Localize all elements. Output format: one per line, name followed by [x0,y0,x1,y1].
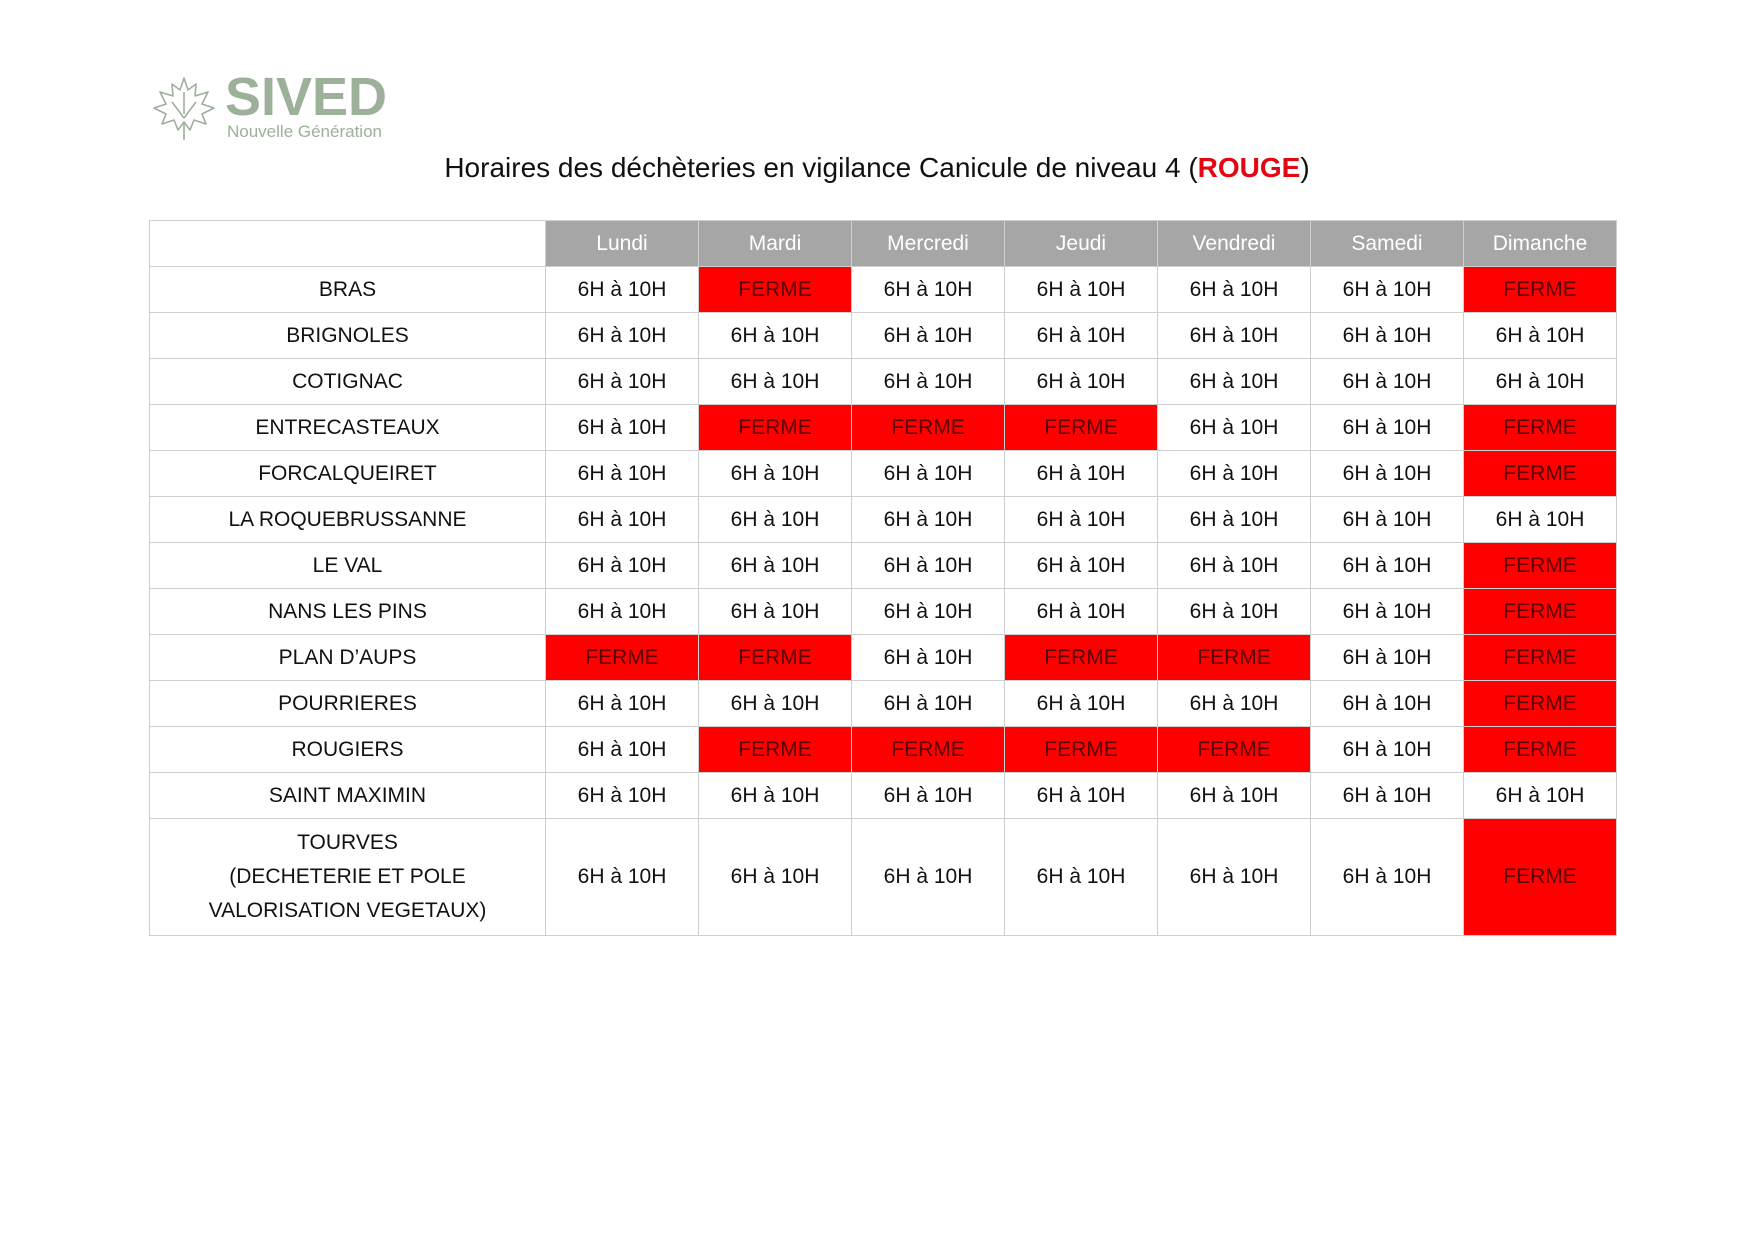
hours-cell: 6H à 10H [546,313,699,359]
hours-cell: 6H à 10H [1311,773,1464,819]
site-name-cell [150,359,546,405]
hours-cell: 6H à 10H [1311,313,1464,359]
hours-cell: 6H à 10H [1005,589,1158,635]
hours-cell: 6H à 10H [699,359,852,405]
hours-cell: 6H à 10H [699,681,852,727]
column-header-vendredi: Vendredi [1158,221,1311,267]
site-name-cell [150,313,546,359]
site-name-line: ENTRECASTEAUX [255,415,440,439]
hours-cell: 6H à 10H [852,359,1005,405]
hours-cell: 6H à 10H [852,497,1005,543]
hours-cell: 6H à 10H [1005,359,1158,405]
closed-cell: FERME [1464,589,1617,635]
column-header-jeudi: Jeudi [1005,221,1158,267]
hours-cell: 6H à 10H [546,405,699,451]
hours-cell: 6H à 10H [546,497,699,543]
hours-cell: 6H à 10H [852,451,1005,497]
hours-cell: 6H à 10H [1311,359,1464,405]
hours-cell: 6H à 10H [1158,451,1311,497]
hours-cell: 6H à 10H [1158,773,1311,819]
hours-cell: 6H à 10H [699,773,852,819]
closed-cell: FERME [1464,635,1617,681]
hours-cell: 6H à 10H [1005,497,1158,543]
hours-cell: 6H à 10H [1311,681,1464,727]
table-row [150,727,1617,773]
hours-cell: 6H à 10H [852,589,1005,635]
table-row [150,635,1617,681]
closed-cell: FERME [1464,727,1617,773]
site-name-cell [150,773,546,819]
site-name-line: (DECHETERIE ET POLE [229,865,466,888]
site-name-cell [150,635,546,681]
hours-cell: 6H à 10H [546,359,699,405]
site-name-line: TOURVES [297,831,398,854]
site-name-line: BRAS [318,277,377,301]
closed-cell: FERME [1158,635,1311,681]
site-name-line: FORCALQUEIRET [258,461,437,485]
table-row [150,359,1617,405]
hours-cell: 6H à 10H [1464,313,1617,359]
hours-cell: 6H à 10H [1311,635,1464,681]
site-name-cell [150,819,546,936]
closed-cell: FERME [1464,681,1617,727]
closed-cell: FERME [699,267,852,313]
site-name-line: SAINT MAXIMIN [268,783,427,807]
hours-cell: 6H à 10H [1158,497,1311,543]
table-row [150,681,1617,727]
site-name-line: COTIGNAC [292,369,403,393]
hours-cell: 6H à 10H [1158,405,1311,451]
site-name-cell [150,681,546,727]
page-title [0,150,1754,186]
table-row [150,543,1617,589]
table-header-corner [150,221,546,267]
hours-cell: 6H à 10H [1311,543,1464,589]
site-name-line: POURRIERES [278,691,417,715]
hours-cell: 6H à 10H [699,451,852,497]
site-name-cell [150,543,546,589]
table-row [150,589,1617,635]
logo-tagline: Nouvelle Génération [227,122,382,141]
hours-cell: 6H à 10H [1311,727,1464,773]
closed-cell: FERME [699,727,852,773]
title-prefix: Horaires des déchèteries en vigilance Canicule de niveau 4 ( [444,152,1198,183]
column-header-samedi: Samedi [1311,221,1464,267]
hours-cell: 6H à 10H [852,681,1005,727]
closed-cell: FERME [1005,405,1158,451]
closed-cell: FERME [1005,635,1158,681]
site-name-cell [150,405,546,451]
table-row [150,267,1617,313]
hours-cell: 6H à 10H [1311,497,1464,543]
hours-cell: 6H à 10H [699,589,852,635]
closed-cell: FERME [1464,451,1617,497]
logo-name: SIVED [225,67,388,127]
site-name-line: BRIGNOLES [286,323,409,347]
hours-cell: 6H à 10H [1464,497,1617,543]
hours-cell: 6H à 10H [1311,451,1464,497]
column-header-mercredi: Mercredi [852,221,1005,267]
hours-cell: 6H à 10H [1158,589,1311,635]
hours-cell: 6H à 10H [852,543,1005,589]
sived-logo [150,67,400,145]
hours-cell: 6H à 10H [1464,359,1617,405]
hours-cell: 6H à 10H [546,589,699,635]
site-name-cell [150,497,546,543]
table-body [150,267,1617,936]
site-name-cell [150,589,546,635]
hours-cell: 6H à 10H [546,819,699,936]
closed-cell: FERME [546,635,699,681]
hours-cell: 6H à 10H [1158,359,1311,405]
hours-cell: 6H à 10H [699,497,852,543]
closed-cell: FERME [1464,405,1617,451]
hours-cell: 6H à 10H [1005,773,1158,819]
closed-cell: FERME [852,727,1005,773]
hours-cell: 6H à 10H [546,681,699,727]
closed-cell: FERME [1464,543,1617,589]
hours-cell: 6H à 10H [699,313,852,359]
table-row [150,451,1617,497]
title-alert-level: ROUGE [1197,152,1301,183]
hours-cell: 6H à 10H [1005,543,1158,589]
hours-cell: 6H à 10H [1311,405,1464,451]
closed-cell: FERME [699,405,852,451]
hours-cell: 6H à 10H [1158,267,1311,313]
table-header-row [150,221,1617,267]
hours-cell: 6H à 10H [852,635,1005,681]
closed-cell: FERME [1464,267,1617,313]
closed-cell: FERME [699,635,852,681]
hours-cell: 6H à 10H [1311,267,1464,313]
table-row [150,313,1617,359]
hours-cell: 6H à 10H [1005,313,1158,359]
hours-cell: 6H à 10H [1158,819,1311,936]
site-name-line: PLAN D’AUPS [278,645,417,669]
hours-cell: 6H à 10H [852,773,1005,819]
hours-cell: 6H à 10H [852,313,1005,359]
site-name-line: NANS LES PINS [268,599,427,623]
schedule-table [149,220,1617,936]
hours-cell: 6H à 10H [546,543,699,589]
hours-cell: 6H à 10H [1311,819,1464,936]
closed-cell: FERME [1464,819,1617,936]
site-name-line: VALORISATION VEGETAUX) [208,899,487,922]
column-header-lundi: Lundi [546,221,699,267]
site-name-line: LE VAL [312,553,383,577]
table-row [150,819,1617,936]
hours-cell: 6H à 10H [852,819,1005,936]
hours-cell: 6H à 10H [546,451,699,497]
hours-cell: 6H à 10H [1158,313,1311,359]
hours-cell: 6H à 10H [852,267,1005,313]
site-name-line: LA ROQUEBRUSSANNE [228,507,467,531]
site-name-cell [150,727,546,773]
hours-cell: 6H à 10H [699,819,852,936]
hours-cell: 6H à 10H [699,543,852,589]
title-suffix: ) [1300,152,1310,183]
site-name-cell [150,451,546,497]
hours-cell: 6H à 10H [1158,681,1311,727]
site-name-line: ROUGIERS [291,737,404,761]
closed-cell: FERME [1005,727,1158,773]
closed-cell: FERME [852,405,1005,451]
hours-cell: 6H à 10H [1005,267,1158,313]
hours-cell: 6H à 10H [1311,589,1464,635]
hours-cell: 6H à 10H [546,727,699,773]
table-row [150,497,1617,543]
column-header-dimanche: Dimanche [1464,221,1617,267]
site-name-cell [150,267,546,313]
hours-cell: 6H à 10H [1005,681,1158,727]
table-row [150,405,1617,451]
hours-cell: 6H à 10H [1005,451,1158,497]
table-row [150,773,1617,819]
maple-leaf-icon [150,74,218,142]
hours-cell: 6H à 10H [1158,543,1311,589]
closed-cell: FERME [1158,727,1311,773]
hours-cell: 6H à 10H [546,773,699,819]
hours-cell: 6H à 10H [546,267,699,313]
column-header-mardi: Mardi [699,221,852,267]
hours-cell: 6H à 10H [1005,819,1158,936]
hours-cell: 6H à 10H [1464,773,1617,819]
